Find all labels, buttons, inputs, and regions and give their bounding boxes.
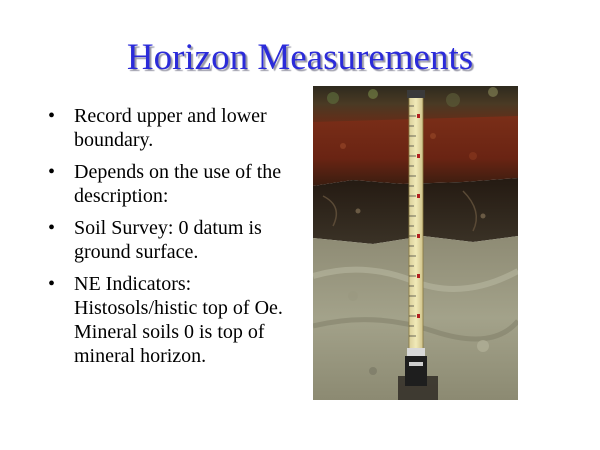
bullet-icon: • [48, 273, 56, 295]
bullet-item [48, 104, 308, 152]
soil-profile-illustration [313, 86, 518, 400]
bullet-icon: • [48, 105, 56, 127]
bullet-item [48, 272, 308, 368]
bullet-icon: • [48, 161, 56, 183]
bullet-icon: • [48, 217, 56, 239]
bullet-text: NE Indicators: Histosols/histic top of Oe. Mineral soils 0 is top of mineral horizon. [74, 273, 283, 367]
slide-title: Horizon Measurements [126, 37, 474, 78]
bullet-text: Record upper and lower boundary. [74, 105, 267, 151]
soil-profile-photo [313, 86, 518, 400]
bullet-text: Depends on the use of the description: [74, 161, 282, 207]
bullet-item [48, 216, 308, 264]
bullet-text: Soil Survey: 0 datum is ground surface. [74, 217, 262, 263]
bullet-list [48, 104, 308, 376]
bullet-item [48, 160, 308, 208]
